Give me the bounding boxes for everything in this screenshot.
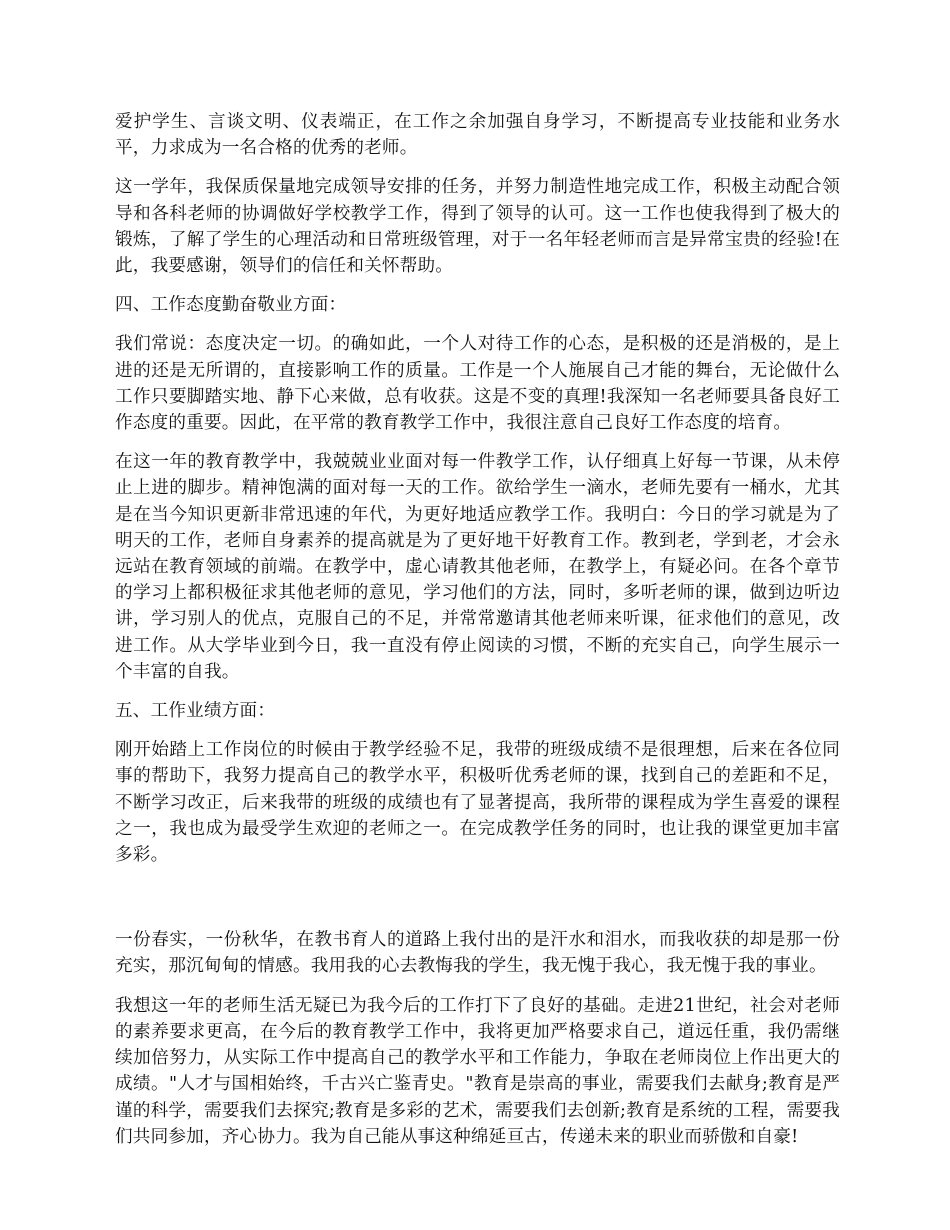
paragraph-school-year: 这一学年，我保质保量地完成领导安排的任务，并努力制造性地完成工作，积极主动配合领导和各科老师的协调做好学校教学工作，得到了领导的认可。这一工作也使我得到了极大的锻炼，了解了学生的心理活动和日常班级管理，对于一名年轻老师而言是异常宝贵的经验!在此，我要感谢，领导们的信任和关怀帮助。	[115, 177, 840, 277]
section-heading-work-attitude: 四、工作态度勤奋敬业方面：	[115, 295, 347, 316]
section-heading-achievements: 五、工作业绩方面：	[115, 701, 276, 722]
paragraph-future: 我想这一年的老师生活无疑已为我今后的工作打下了良好的基础。走进21世纪，社会对老师的素养要求更高，在今后的教育教学工作中，我将更加严格要求自己，道远任重，我仍需继续加倍努力，从实际工作中提高自己的教学水平和工作能力，争取在老师岗位上作出更大的成绩。"人才与国相始终，千古兴亡鉴青史。"教育是崇高的事业，需要我们去献身;教育是严谨的科学，需要我们去探究;教育是多彩的艺术，需要我们去创新;教育是系统的工程，需要我们共同参加，齐心协力。我为自己能从事这种绵延亘古，传递未来的职业而骄傲和自豪!	[115, 995, 840, 1147]
paragraph-conduct: 爱护学生、言谈文明、仪表端正，在工作之余加强自身学习，不断提高专业技能和业务水平，力求成为一名合格的优秀的老师。	[115, 112, 840, 159]
paragraph-teaching-diligence: 在这一年的教育教学中，我兢兢业业面对每一件教学工作，认仔细真上好每一节课，从未停止上进的脚步。精神饱满的面对每一天的工作。欲给学生一滴水，老师先要有一桶水，尤其是在当今知识更新非常迅速的年代，为更好地适应教学工作。我明白：今日的学习就是为了明天的工作，老师自身素养的提高就是为了更好地干好教育工作。教到老，学到老，才会永远站在教育领域的前端。在教学中，虚心请教其他老师，在教学上，有疑必问。在各个章节的学习上都积极征求其他老师的意见，学习他们的方法，同时，多听老师的课，做到边听边讲，学习别人的优点，克服自己的不足，并常常邀请其他老师来听课，征求他们的意见，改进工作。从大学毕业到今日，我一直没有停止阅读的习惯，不断的充实自己，向学生展示一个丰富的自我。	[115, 452, 840, 682]
paragraph-achievements: 刚开始踏上工作岗位的时候由于教学经验不足，我带的班级成绩不是很理想，后来在各位同事的帮助下，我努力提高自己的教学水平，积极听优秀老师的课，找到自己的差距和不足，不断学习改正，后来我带的班级的成绩也有了显著提高，我所带的课程成为学生喜爱的课程之一，我也成为最受学生欢迎的老师之一。在完成教学任务的同时，也让我的课堂更加丰富多彩。	[115, 740, 840, 866]
paragraph-attitude: 我们常说：态度决定一切。的确如此，一个人对待工作的心态，是积极的还是消极的，是上进的还是无所谓的，直接影响工作的质量。工作是一个人施展自己才能的舞台，无论做什么工作只要脚踏实地、静下心来做，总有收获。这是不变的真理!我深知一名老师要具备良好工作态度的重要。因此，在平常的教育教学工作中，我很注意自己良好工作态度的培育。	[115, 334, 840, 434]
document-page	[115, 109, 840, 1150]
paragraph-harvest: 一份春实，一份秋华，在教书育人的道路上我付出的是汗水和泪水，而我收获的却是那一份充实，那沉甸甸的情感。我用我的心去教悔我的学生，我无愧于我心，我无愧于我的事业。	[115, 930, 840, 977]
